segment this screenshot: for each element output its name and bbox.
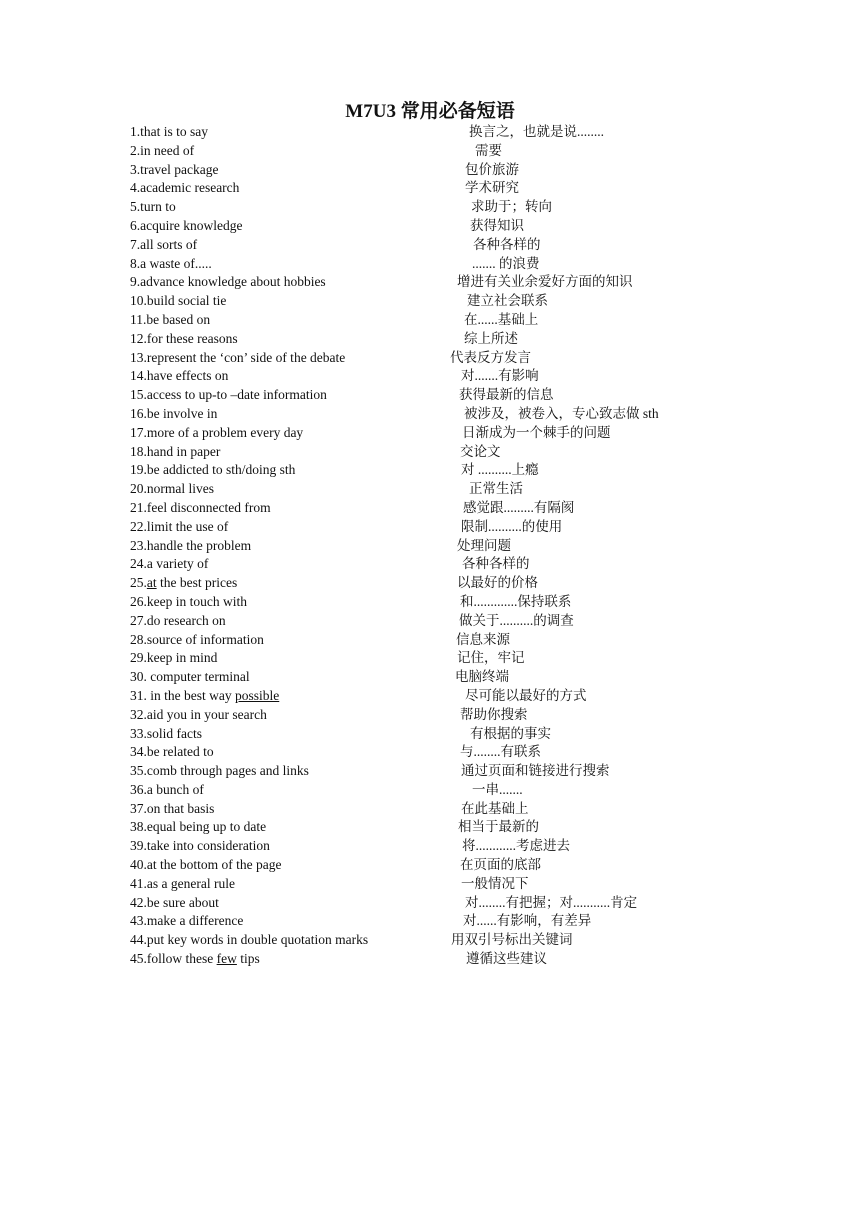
phrase-chinese: 有根据的事实 xyxy=(470,725,551,741)
phrase-row xyxy=(0,349,860,368)
phrase-chinese: 一般情况下 xyxy=(461,875,529,891)
phrase-english: 24.a variety of xyxy=(130,556,209,572)
phrase-english: 32.aid you in your search xyxy=(130,706,267,722)
phrase-row xyxy=(0,631,860,650)
phrase-row xyxy=(0,198,860,217)
phrase-row xyxy=(0,593,860,612)
phrase-english: 27.do research on xyxy=(130,612,226,628)
phrase-english: 36.a bunch of xyxy=(130,781,204,797)
phrase-chinese: 求助于；转向 xyxy=(471,199,552,215)
phrase-row xyxy=(0,443,860,462)
phrase-chinese: 尽可能以最好的方式 xyxy=(465,687,587,703)
phrase-chinese: 在页面的底部 xyxy=(460,857,541,873)
phrase-chinese: 对......有影响，有差异 xyxy=(463,913,592,929)
phrase-list xyxy=(0,123,860,969)
phrase-row xyxy=(0,649,860,668)
phrase-row xyxy=(0,217,860,236)
phrase-english-underlined: at xyxy=(146,575,157,591)
phrase-chinese: 对 ..........上瘾 xyxy=(461,462,539,478)
phrase-chinese: 感觉跟.........有隔阂 xyxy=(463,499,575,515)
phrase-row xyxy=(0,179,860,198)
phrase-english: 17.more of a problem every day xyxy=(130,424,304,440)
phrase-english: 28.source of information xyxy=(130,631,264,647)
phrase-row xyxy=(0,273,860,292)
phrase-chinese: 信息来源 xyxy=(456,631,510,647)
phrase-english: 6.acquire knowledge xyxy=(130,217,243,233)
phrase-row xyxy=(0,818,860,837)
phrase-english-underlined: few xyxy=(216,951,237,967)
phrase-english: 8.a waste of..... xyxy=(130,255,212,271)
phrase-chinese: 交论文 xyxy=(460,443,501,459)
phrase-english: 9.advance knowledge about hobbies xyxy=(130,274,326,290)
phrase-chinese: 处理问题 xyxy=(457,537,511,553)
phrase-row xyxy=(0,837,860,856)
phrase-row xyxy=(0,912,860,931)
phrase-chinese: 各种各样的 xyxy=(473,236,541,252)
phrase-row xyxy=(0,931,860,950)
phrase-english-underlined: possible xyxy=(234,687,280,703)
phrase-english: 29.keep in mind xyxy=(130,650,218,666)
phrase-chinese: 日渐成为一个棘手的问题 xyxy=(462,424,611,440)
phrase-chinese: 与........有联系 xyxy=(460,744,541,760)
phrase-row xyxy=(0,461,860,480)
phrase-row xyxy=(0,668,860,687)
phrase-chinese: 以最好的价格 xyxy=(457,575,538,591)
phrase-english: 16.be involve in xyxy=(130,405,218,421)
phrase-english-part: 31. in the best way xyxy=(130,687,235,703)
phrase-row xyxy=(0,518,860,537)
phrase-chinese: 限制..........的使用 xyxy=(461,518,563,534)
phrase-english-part: tips xyxy=(236,951,260,967)
phrase-english xyxy=(130,687,279,706)
phrase-row xyxy=(0,537,860,556)
phrase-english: 10.build social tie xyxy=(130,293,227,309)
phrase-english: 19.be addicted to sth/doing sth xyxy=(130,462,296,478)
phrase-english xyxy=(130,574,237,593)
phrase-english: 37.on that basis xyxy=(130,800,215,816)
phrase-row xyxy=(0,292,860,311)
phrase-chinese: 做关于..........的调查 xyxy=(459,612,574,628)
phrase-english-part: the best prices xyxy=(156,575,238,591)
phrase-chinese: 一串....... xyxy=(472,781,523,797)
phrase-english: 44.put key words in double quotation marks xyxy=(130,932,369,948)
phrase-chinese: 相当于最新的 xyxy=(458,819,539,835)
phrase-english: 39.take into consideration xyxy=(130,838,270,854)
phrase-english: 13.represent the ‘con’ side of the debate xyxy=(130,349,346,365)
phrase-english-part: 25. xyxy=(130,575,147,591)
phrase-chinese: ....... 的浪费 xyxy=(472,255,540,271)
phrase-chinese: 包价旅游 xyxy=(465,161,519,177)
phrase-chinese: 在此基础上 xyxy=(461,800,529,816)
phrase-row xyxy=(0,800,860,819)
phrase-chinese: 获得最新的信息 xyxy=(459,387,554,403)
phrase-row xyxy=(0,894,860,913)
phrase-row xyxy=(0,405,860,424)
phrase-row xyxy=(0,255,860,274)
phrase-row xyxy=(0,687,860,706)
phrase-chinese: 对.......有影响 xyxy=(461,368,539,384)
phrase-row xyxy=(0,367,860,386)
phrase-chinese: 换言之，也就是说........ xyxy=(469,124,604,139)
phrase-chinese: 通过页面和链接进行搜索 xyxy=(461,763,610,779)
phrase-english: 26.keep in touch with xyxy=(130,593,247,609)
phrase-english: 7.all sorts of xyxy=(130,236,198,252)
phrase-chinese: 学术研究 xyxy=(465,180,519,196)
phrase-english: 12.for these reasons xyxy=(130,330,238,346)
phrase-english: 33.solid facts xyxy=(130,725,202,741)
phrase-row xyxy=(0,386,860,405)
phrase-row xyxy=(0,161,860,180)
phrase-row xyxy=(0,743,860,762)
phrase-english: 38.equal being up to date xyxy=(130,819,267,835)
phrase-row xyxy=(0,424,860,443)
phrase-row xyxy=(0,706,860,725)
phrase-row xyxy=(0,574,860,593)
phrase-english: 5.turn to xyxy=(130,199,176,215)
phrase-english: 42.be sure about xyxy=(130,894,219,910)
phrase-english: 11.be based on xyxy=(130,311,211,327)
phrase-english: 23.handle the problem xyxy=(130,537,252,553)
phrase-english: 30. computer terminal xyxy=(130,669,250,685)
phrase-english: 43.make a difference xyxy=(130,913,244,929)
phrase-row xyxy=(0,499,860,518)
phrase-english-part: 45.follow these xyxy=(130,951,217,967)
phrase-english xyxy=(130,950,260,969)
phrase-english: 15.access to up-to –date information xyxy=(130,387,327,403)
page-title: M7U3 常用必备短语 xyxy=(345,101,515,122)
phrase-chinese: 将............考虑进去 xyxy=(462,838,570,854)
phrase-row xyxy=(0,236,860,255)
phrase-chinese: 电脑终端 xyxy=(455,669,509,685)
phrase-row xyxy=(0,612,860,631)
phrase-chinese: 在......基础上 xyxy=(464,311,539,327)
phrase-english: 2.in need of xyxy=(130,142,195,158)
phrase-english: 40.at the bottom of the page xyxy=(130,857,282,873)
phrase-english: 21.feel disconnected from xyxy=(130,499,271,515)
phrase-english: 20.normal lives xyxy=(130,481,214,497)
phrase-english: 34.be related to xyxy=(130,744,214,760)
phrase-chinese: 用双引号标出关键词 xyxy=(451,932,573,948)
phrase-row xyxy=(0,123,860,142)
phrase-chinese: 获得知识 xyxy=(470,217,524,233)
phrase-english: 41.as a general rule xyxy=(130,875,235,891)
phrase-row xyxy=(0,142,860,161)
phrase-row xyxy=(0,762,860,781)
phrase-chinese: 被涉及，被卷入，专心致志做 sth xyxy=(464,405,659,421)
phrase-row xyxy=(0,781,860,800)
phrase-chinese: 建立社会联系 xyxy=(467,293,548,309)
phrase-chinese: 综上所述 xyxy=(464,330,518,346)
phrase-row xyxy=(0,480,860,499)
phrase-english: 18.hand in paper xyxy=(130,443,221,459)
phrase-english: 14.have effects on xyxy=(130,368,229,384)
phrase-chinese: 正常生活 xyxy=(469,481,523,497)
phrase-english: 35.comb through pages and links xyxy=(130,763,309,779)
phrase-row xyxy=(0,856,860,875)
phrase-chinese: 记住，牢记 xyxy=(457,650,525,666)
phrase-english: 22.limit the use of xyxy=(130,518,229,534)
phrase-chinese: 帮助你搜索 xyxy=(460,706,528,722)
phrase-row xyxy=(0,725,860,744)
phrase-row xyxy=(0,330,860,349)
phrase-english: 3.travel package xyxy=(130,161,219,177)
phrase-row xyxy=(0,950,860,969)
phrase-chinese: 各种各样的 xyxy=(462,556,530,572)
phrase-chinese: 增进有关业余爱好方面的知识 xyxy=(457,274,633,290)
phrase-row xyxy=(0,555,860,574)
phrase-english: 4.academic research xyxy=(130,180,240,196)
phrase-chinese: 需要 xyxy=(475,142,502,158)
phrase-chinese: 对........有把握；对...........肯定 xyxy=(465,894,638,910)
phrase-row xyxy=(0,875,860,894)
phrase-row xyxy=(0,311,860,330)
phrase-chinese: 和.............保持联系 xyxy=(460,593,572,609)
phrase-chinese: 遵循这些建议 xyxy=(466,951,547,967)
phrase-english: 1.that is to say xyxy=(130,124,208,139)
phrase-chinese: 代表反方发言 xyxy=(450,349,531,365)
